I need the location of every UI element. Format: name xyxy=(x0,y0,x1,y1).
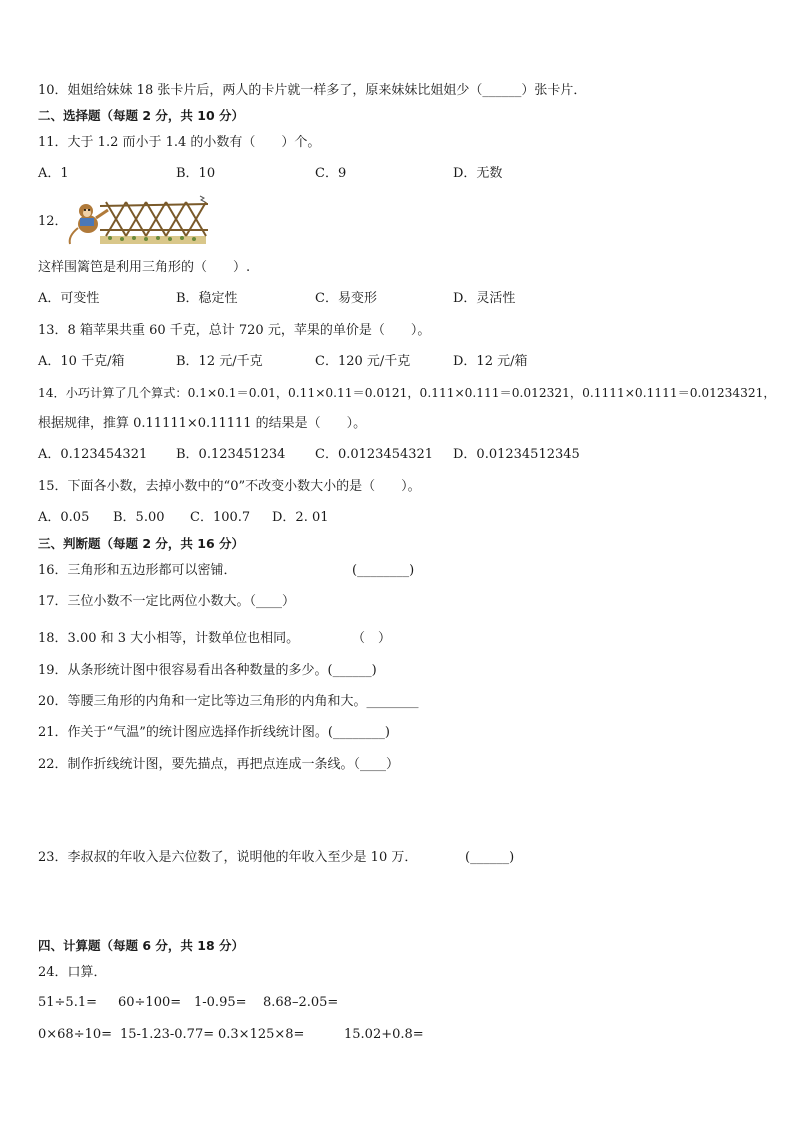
question-12-stem: 这样围篱笆是利用三角形的（ ）. xyxy=(38,260,251,275)
question-16-answer-blank: (________) xyxy=(352,563,415,578)
q12-option-a: A．可变性 xyxy=(38,291,100,306)
q12-option-b: B．稳定性 xyxy=(176,291,238,306)
q13-option-d: D．12 元/箱 xyxy=(453,354,528,369)
section-heading-choice: 二、选择题（每题 2 分，共 10 分） xyxy=(38,108,245,123)
question-12-number: 12． xyxy=(38,214,68,229)
q12-option-c: C．易变形 xyxy=(315,291,377,306)
calc-item: 0×68÷10= xyxy=(38,1027,113,1042)
ground-strip xyxy=(100,236,206,244)
question-11-stem: 11．大于 1.2 而小于 1.4 的小数有（ ）个。 xyxy=(38,135,321,150)
question-19: 19．从条形统计图中很容易看出各种数量的多少。(______) xyxy=(38,663,377,678)
q15-option-c: C．100.7 xyxy=(190,510,251,525)
q13-option-c: C．120 元/千克 xyxy=(315,354,411,369)
q11-option-b: B．10 xyxy=(176,166,216,181)
question-21: 21．作关于“气温”的统计图应选择作折线统计图。(________) xyxy=(38,725,390,740)
wind-mark xyxy=(200,196,205,202)
q14-option-b: B．0.123451234 xyxy=(176,447,286,462)
q11-option-c: C．9 xyxy=(315,166,347,181)
q11-option-d: D．无数 xyxy=(453,166,503,181)
fence-lattice xyxy=(100,202,208,236)
question-15-stem: 15．下面各小数，去掉小数中的“0”不改变小数大小的是（ ）。 xyxy=(38,479,421,494)
q14-option-c: C．0.0123454321 xyxy=(315,447,434,462)
calc-item: 8.68–2.05= xyxy=(263,995,339,1010)
monkey-fence-illustration xyxy=(66,192,212,248)
question-22: 22．制作折线统计图，要先描点，再把点连成一条线。（____） xyxy=(38,757,400,772)
question-20: 20．等腰三角形的内角和一定比等边三角形的内角和大。________ xyxy=(38,694,419,709)
q15-option-d: D．2. 01 xyxy=(272,510,329,525)
calc-item: 15-1.23-0.77= xyxy=(120,1027,215,1042)
question-10: 10．姐姐给妹妹 18 张卡片后，两人的卡片就一样多了，原来妹妹比姐姐少（______）张卡片． xyxy=(38,83,587,98)
question-23-answer-blank: (______) xyxy=(465,850,515,865)
q15-option-a: A．0.05 xyxy=(38,510,90,525)
q13-option-b: B．12 元/千克 xyxy=(176,354,263,369)
q14-option-d: D．0.01234512345 xyxy=(453,447,580,462)
section-heading-calculation: 四、计算题（每题 6 分，共 18 分） xyxy=(38,938,245,953)
q11-option-a: A．1 xyxy=(38,166,69,181)
calc-item: 60÷100= xyxy=(118,995,182,1010)
q13-option-a: A．10 千克/箱 xyxy=(38,354,125,369)
question-13-stem: 13．8 箱苹果共重 60 千克，总计 720 元，苹果的单价是（ ）。 xyxy=(38,323,431,338)
question-14-stem: 14．小巧计算了几个算式：0.1×0.1＝0.01，0.11×0.11＝0.0121，0.111×0.111＝0.012321，0.1111×0.1111＝0.01234321， xyxy=(38,386,776,400)
question-23-text: 23．李叔叔的年收入是六位数了，说明他的年收入至少是 10 万． xyxy=(38,850,418,865)
question-16-text: 16．三角形和五边形都可以密铺． xyxy=(38,563,237,578)
question-14-stem-2: 根据规律，推算 0.11111×0.11111 的结果是（ ）。 xyxy=(38,416,367,431)
calc-item: 1-0.95= xyxy=(194,995,247,1010)
question-24-stem: 24．口算． xyxy=(38,965,107,980)
q14-option-a: A．0.123454321 xyxy=(38,447,148,462)
calc-item: 51÷5.1= xyxy=(38,995,98,1010)
section-heading-judgement: 三、判断题（每题 2 分，共 16 分） xyxy=(38,536,245,551)
q15-option-b: B．5.00 xyxy=(113,510,165,525)
question-17: 17．三位小数不一定比两位小数大。（____） xyxy=(38,594,296,609)
question-18-answer-blank: （ ） xyxy=(352,631,392,646)
calc-item: 15.02+0.8= xyxy=(344,1027,424,1042)
q12-option-d: D．灵活性 xyxy=(453,291,516,306)
question-18-text: 18．3.00 和 3 大小相等，计数单位也相同。 xyxy=(38,631,300,646)
calc-item: 0.3×125×8= xyxy=(218,1027,305,1042)
